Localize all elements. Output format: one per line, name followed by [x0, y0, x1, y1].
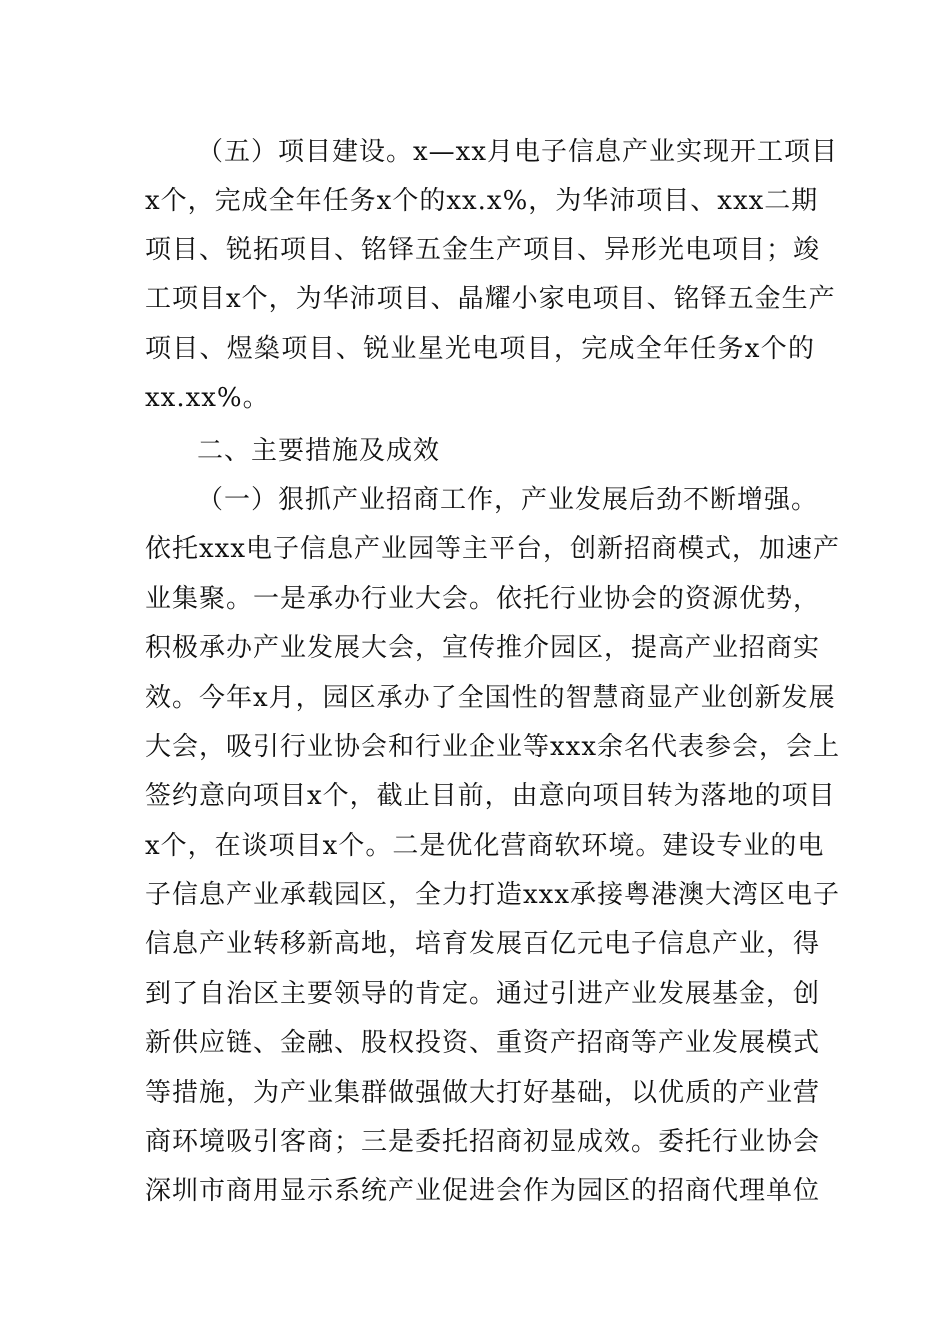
paragraph-line: 新供应链、金融、股权投资、重资产招商等产业发展模式	[145, 1028, 821, 1058]
paragraph-line: （五）项目建设。x—xx月电子信息产业实现开工项目	[197, 137, 838, 167]
paragraph-line: 签约意向项目x个，截止目前，由意向项目转为落地的项目	[145, 781, 836, 811]
section-heading: 二、主要措施及成效	[197, 436, 441, 466]
paragraph-line: 商环境吸引客商；三是委托招商初显成效。委托行业协会	[145, 1127, 821, 1157]
paragraph-line: 项目、煜燊项目、锐业星光电项目，完成全年任务x个的	[145, 334, 815, 364]
paragraph-line: x个，完成全年任务x个的xx.x%，为华沛项目、xxx二期	[145, 186, 819, 216]
paragraph-line: 深圳市商用显示系统产业促进会作为园区的招商代理单位	[145, 1176, 821, 1206]
paragraph-line: 等措施，为产业集群做强做大打好基础，以优质的产业营	[145, 1078, 821, 1108]
paragraph-line: 积极承办产业发展大会，宣传推介园区，提高产业招商实	[145, 633, 821, 663]
paragraph-line: xx.xx%。	[145, 383, 270, 413]
paragraph-line: 大会，吸引行业协会和行业企业等xxx余名代表参会，会上	[145, 732, 840, 762]
paragraph-line: 项目、锐拓项目、铭铎五金生产项目、异形光电项目；竣	[145, 235, 821, 265]
paragraph-line: 效。今年x月，园区承办了全国性的智慧商显产业创新发展	[145, 683, 836, 713]
paragraph-line: （一）狠抓产业招商工作，产业发展后劲不断增强。	[197, 485, 819, 515]
paragraph-line: 子信息产业承载园区，全力打造xxx承接粤港澳大湾区电子	[145, 880, 840, 910]
paragraph-line: 依托xxx电子信息产业园等主平台，创新招商模式，加速产	[145, 534, 840, 564]
paragraph-line: 工项目x个，为华沛项目、晶耀小家电项目、铭铎五金生产	[145, 284, 836, 314]
paragraph-line: x个，在谈项目x个。二是优化营商软环境。建设专业的电	[145, 831, 825, 861]
paragraph-line: 信息产业转移新高地，培育发展百亿元电子信息产业，得	[145, 929, 821, 959]
paragraph-line: 到了自治区主要领导的肯定。通过引进产业发展基金，创	[145, 979, 821, 1009]
paragraph-line: 业集聚。一是承办行业大会。依托行业协会的资源优势，	[145, 584, 821, 614]
